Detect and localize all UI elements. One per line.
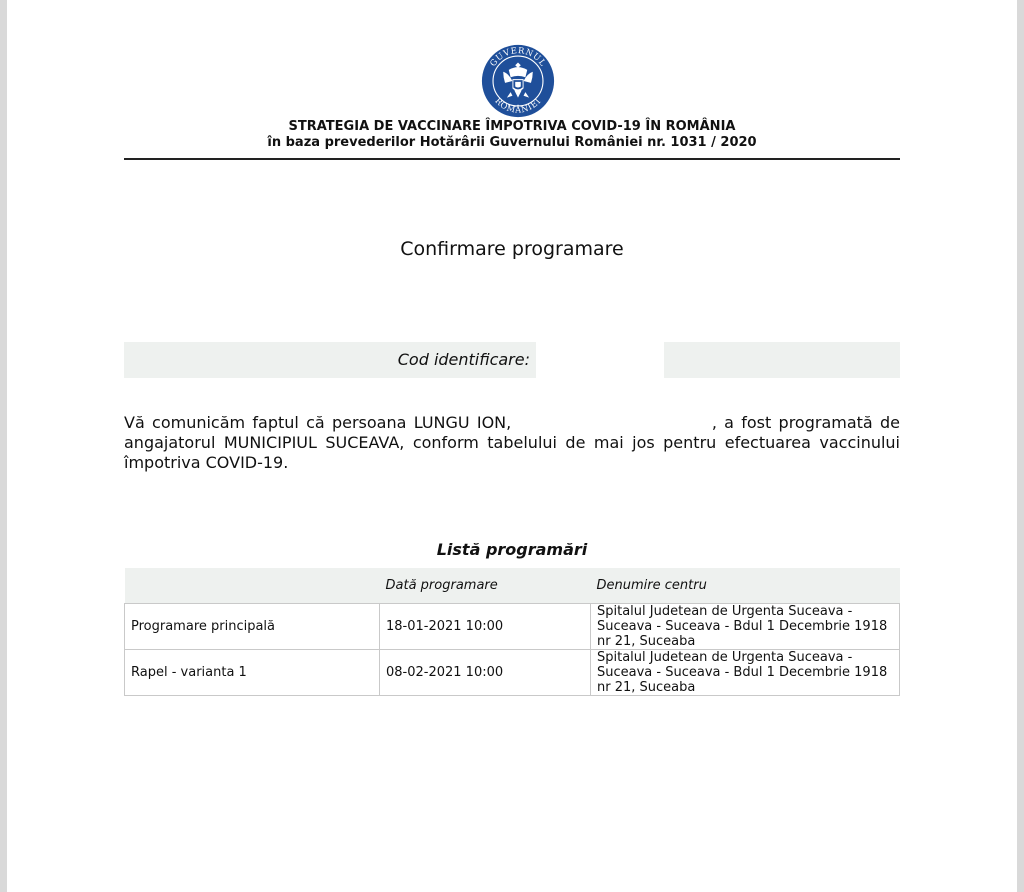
cell-type: Programare principală [125,604,380,650]
svg-text:GUVERNUL: GUVERNUL [487,45,549,69]
header-cell-date: Dată programare [380,568,591,604]
table-header-row [125,568,900,604]
cell-center: Spitalul Judetean de Urgenta Suceava - Suceava - Suceava - Bdul 1 Decembrie 1918 nr 21, Suceaba [591,604,900,650]
cell-date: 18-01-2021 10:00 [380,604,591,650]
header-cell-type [125,568,380,604]
schedule-table [124,568,900,696]
notice-text-part1: Vă comunicăm faptul că persoana LUNGU ION, [124,413,512,432]
notice-text-part2: , a fost programată de angajatorul MUNICIPIUL SUCEAVA, conform tabelului de mai jos pentru efectuarea vaccinului împotriva COVID-19. [124,413,900,472]
code-label: Cod identificare: [124,342,536,378]
table-row [125,604,900,650]
government-seal-logo [478,44,558,118]
cell-date: 08-02-2021 10:00 [380,650,591,696]
table-row [125,650,900,696]
cell-center: Spitalul Judetean de Urgenta Suceava - Suceava - Suceava - Bdul 1 Decembrie 1918 nr 21, Suceaba [591,650,900,696]
svg-text:ROMÂNIEI: ROMÂNIEI [493,95,543,115]
code-value [664,342,900,378]
header-legal-basis: în baza prevederilor Hotărârii Guvernului României nr. 1031 / 2020 [267,135,757,150]
header-divider [124,158,900,160]
cell-type: Rapel - varianta 1 [125,650,380,696]
schedule-list-title: Listă programări [436,540,588,559]
header-strategy-title: STRATEGIA DE VACCINARE ÎMPOTRIVA COVID-19 ÎN ROMÂNIA [288,119,736,134]
header-cell-center: Denumire centru [591,568,900,604]
document-title: Confirmare programare [400,238,624,260]
notice-paragraph [124,413,900,473]
document-page [7,0,1017,892]
